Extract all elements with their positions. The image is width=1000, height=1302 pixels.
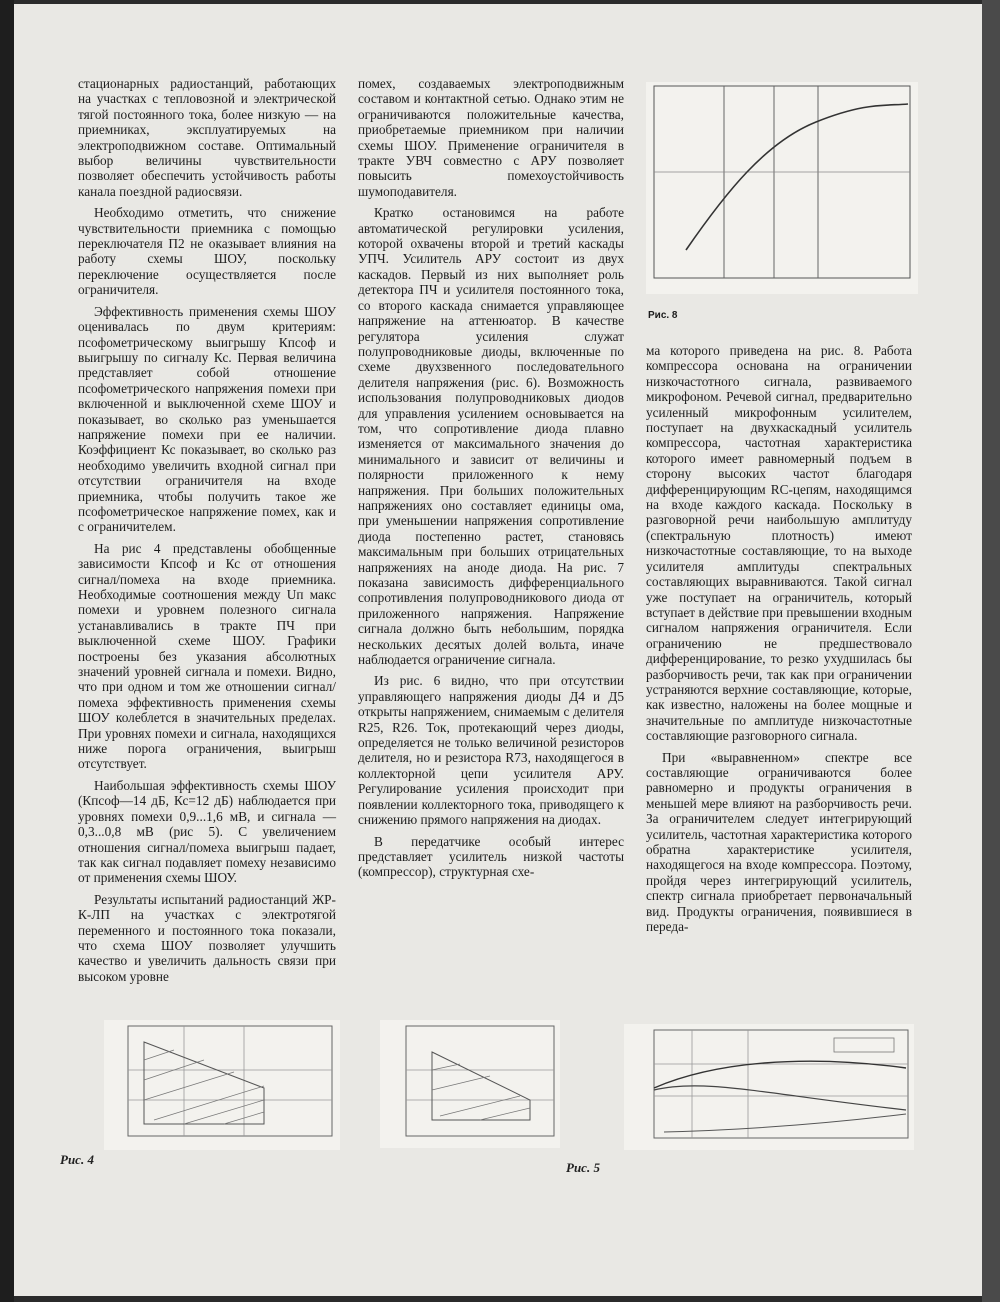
paragraph: Результаты испытаний радиостанций ЖР-К-ЛП на участках с электротягой переменного и постоянного тока показали, что схема ШОУ позволяет улучшить качество и увеличить дальность связи при высоком уровне: [78, 891, 336, 984]
scan-right-edge: [982, 0, 1000, 1302]
text-column-3: [646, 343, 912, 940]
paragraph: помех, создаваемых электроподвижным составом и контактной сетью. Однако этим не ограничиваются положительные качества, приобретаемые приемником при наличии схемы ШОУ. Применение ограничителя в тракте УВЧ совместно с АРУ позволяет повысить помехоустойчивость шумоподавителя.: [358, 76, 624, 199]
figure-4-plot: [104, 1020, 340, 1150]
paragraph: Из рис. 6 видно, что при отсутствии управляющего напряжения диоды Д4 и Д5 открыты напряжением, снимаемым с делителя R25, R26. Ток, протекающий через диоды, определяется не только величиной резисторов делителя, но и резистора R73, находящегося в коллекторной цепи усилителя АРУ. Регулирование усиления происходит при появлении коллекторного тока, приводящего к снижению прямого напряжения на диодах.: [358, 673, 624, 828]
figure-right-graph: [624, 1024, 914, 1150]
figure-8-graph: [646, 82, 918, 294]
figure-4-graph: [104, 1020, 340, 1150]
figure-right-plot: [624, 1024, 914, 1150]
paragraph: В передатчике особый интерес представляет усилитель низкой частоты (компрессор), структурная схе-: [358, 833, 624, 880]
text-column-1: [78, 76, 336, 990]
paragraph: При «выравненном» спектре все составляющие ограничиваются более равномерно и продукты ограничения в меньшей мере влияют на разборчивость речи. За ограничителем следует интегрирующий усилитель, частотная характеристика которого обратна характеристике усилителя, находящегося на входе компрессора. Поэтому, пройдя через интегрирующий усилитель, спектр сигнала приобретает первоначальный вид. Продукты ограничения, появившиеся в переда-: [646, 749, 912, 935]
text-column-2: [358, 76, 624, 886]
figure-8-caption: Рис. 8: [648, 310, 678, 321]
paragraph: Необходимо отметить, что снижение чувствительности приемника с помощью переключателя П2 не оказывает влияния на работу схемы ШОУ, поскольку переключение осуществляется после ограничителя.: [78, 205, 336, 298]
scan-left-edge: [0, 0, 14, 1302]
figure-middle-graph: [380, 1020, 560, 1148]
figure-8-plot: [646, 82, 918, 294]
figure-4-label: Рис. 4: [60, 1152, 94, 1167]
paragraph: ма которого приведена на рис. 8. Работа компрессора основана на ограничении низкочастотного сигнала, развиваемого микрофоном. Речевой сигнал, предварительно усиленный микрофонным усилителем, поступает на двухкаскадный усилитель компрессора, частотная характеристика которого имеет равномерный подъем в сторону высоких частот благодаря дифференцирующим RC-цепям, находящимся на входе каждого каскада. Поскольку в разговорной речи наибольшую амплитуду (спектральную плотность) имеют низкочастотные составляющие, то на выходе усилителя амплитуды спектральных составляющих выравниваются. Такой сигнал уже поступает на ограничитель, который вступает в действие при превышении входным сигналом напряжения ограничителя. Если ограничению не предшествовало дифференцирование, то резко ухудшилась бы разборчивость речи, так как при ограничении устраняются верхние составляющие, которые, как известно, наложены на более мощные и значительные по амплитуде низкочастотные составляющие разговорного сигнала.: [646, 343, 912, 744]
paragraph: На рис 4 представлены обобщенные зависимости Кпсоф и Кс от отношения сигнал/помеха на входе приемника. Необходимые соотношения между Uп макс помехи и уровнем полезного сигнала устанавливались в тракте ПЧ при выключенной схеме ШОУ. Графики построены без указания абсолютных значений уровней сигнала и помехи. Видно, что при одном и том же отношении сигнал/помеха эффективность применения схемы ШОУ колеблется в значительных пределах. При уровнях помехи и сигнала, находящихся ниже порога ограничения, выигрыш отсутствует.: [78, 540, 336, 772]
paragraph: Наибольшая эффективность схемы ШОУ (Кпсоф—14 дБ, Кс=12 дБ) наблюдается при уровнях помехи 0,9...1,6 мВ, и сигнала — 0,3...0,8 мВ (рис 5). С увеличением отношения сигнал/помеха выигрыш падает, так как сигнал подавляет помеху независимо от применения схемы ШОУ.: [78, 777, 336, 886]
paragraph: Кратко остановимся на работе автоматической регулировки усиления, которой охвачены второй и третий каскады УПЧ. Усилитель АРУ состоит из двух каскадов. Первый из них выполняет роль детектора ПЧ и усилителя постоянного тока, со второго каскада снимается управляющее напряжение на аттенюатор. В качестве регулятора усиления служат полупроводниковые диоды, включенные по схеме двухзвенного последовательного делителя напряжения (рис. 6). Возможность использования полупроводниковых диодов для управления усилением основывается на том, что сопротивление диода плавно изменяется от максимального значения до минимального и зависит от величины и полярности приложенного к нему напряжения. При больших положительных напряжениях оно составляет единицы ома, при уменьшении напряжения сопротивление диода постепенно растет, становясь максимальным при больших отрицательных напряжениях на аноде диода. На рис. 7 показана зависимость дифференциального сопротивления полупроводникового диода от приложенного напряжения. Напряжение сигнала должно быть небольшим, порядка нескольких десятых долей вольта, иначе наблюдается ограничение сигнала.: [358, 205, 624, 668]
figure-5-label: Рис. 5: [566, 1160, 600, 1175]
paragraph: стационарных радиостанций, работающих на участках с тепловозной и электрической тягой постоянного тока, более низкую — на приемниках, эксплуатируемых на электроподвижном составе. Оптимальный выбор величины чувствительности позволяет обеспечить устойчивость работы канала поездной радиосвязи.: [78, 76, 336, 199]
figure-middle-plot: [380, 1020, 560, 1148]
paragraph: Эффективность применения схемы ШОУ оценивалась по двум критериям: псофометрическому выигрышу Кпсоф и выигрышу по сигналу Кс. Первая величина представляет собой отношение псофометрического напряжения помехи при включенной и выключенной схеме ШОУ и показывает, во сколько раз уменьшается напряжение помехи при ее наличии. Коэффициент Кс показывает, во сколько раз необходимо увеличить входной сигнал при отсутствии ограничителя на входе приемника, чтобы получить такое же псофометрическое напряжение помех, как и с ограничителем.: [78, 303, 336, 535]
